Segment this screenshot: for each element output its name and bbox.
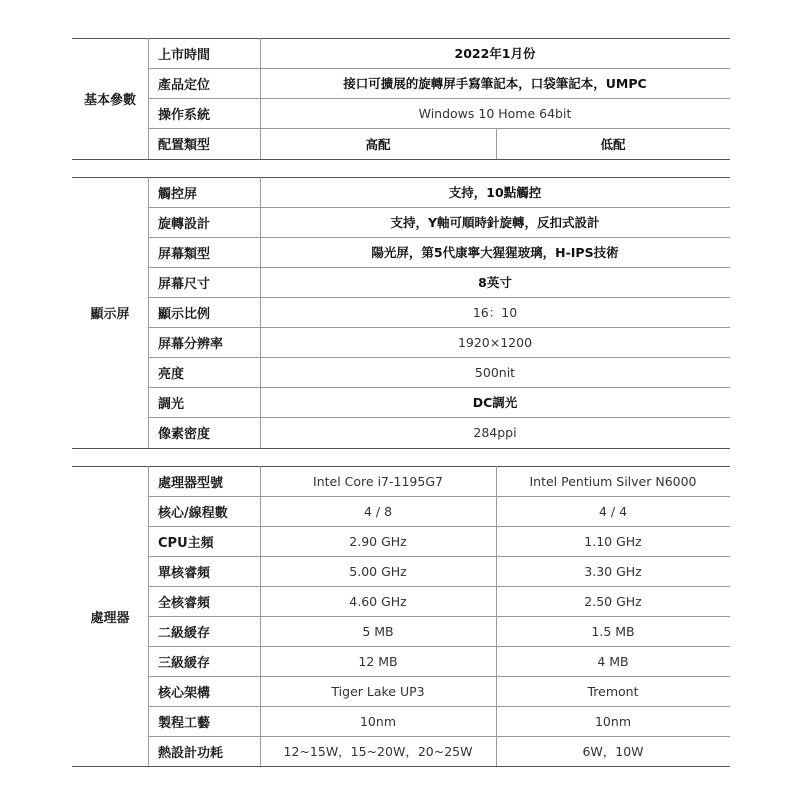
row-label: 屏幕分辨率 xyxy=(158,336,224,352)
row-label: 調光 xyxy=(158,396,185,412)
section-bottom-border xyxy=(72,766,730,767)
value-high: 4 / 8 xyxy=(363,503,393,519)
row-label: 三級緩存 xyxy=(158,655,211,671)
value-low: 1.5 MB xyxy=(591,623,635,639)
row-label: 屏幕尺寸 xyxy=(158,276,211,292)
category-label: 基本參數 xyxy=(83,93,136,108)
value-high: 4.60 GHz xyxy=(349,593,407,609)
row-label: 操作系統 xyxy=(158,107,211,123)
row-value: 284ppi xyxy=(473,425,517,440)
value-low: 3.30 GHz xyxy=(584,563,642,579)
row-label: 像素密度 xyxy=(158,427,211,442)
row-value: 500nit xyxy=(474,364,516,380)
row-label: 上市時間 xyxy=(158,47,211,63)
value-high: Intel Core i7-1195G7 xyxy=(313,473,443,489)
value-high: 2.90 GHz xyxy=(349,533,407,549)
value-low: 4 MB xyxy=(597,653,629,669)
column-divider xyxy=(148,38,149,159)
row-label: 處理器型號 xyxy=(158,475,224,491)
row-value: 8英寸 xyxy=(478,275,512,290)
row-label: 屏幕類型 xyxy=(158,246,211,262)
row-label: 產品定位 xyxy=(158,77,211,93)
value-high: Tiger Lake UP3 xyxy=(331,683,425,699)
row-label: 旋轉設計 xyxy=(158,216,211,232)
row-value: 陽光屏，第5代康寧大猩猩玻璃，H-IPS技術 xyxy=(371,245,619,260)
section-bottom-border xyxy=(72,159,730,160)
row-label: 熱設計功耗 xyxy=(158,745,224,761)
value-high: 5 MB xyxy=(362,623,394,639)
value-high: 12~15W，15~20W，20~25W xyxy=(283,744,473,759)
section-bottom-border xyxy=(72,448,730,449)
row-label: 觸控屏 xyxy=(158,186,198,202)
value-low: 10nm xyxy=(594,713,631,729)
row-label: 製程工藝 xyxy=(158,715,211,731)
row-label: CPU主頻 xyxy=(158,535,214,551)
row-value: 接口可擴展的旋轉屏手寫筆記本，口袋筆記本，UMPC xyxy=(343,76,647,91)
row-value: 16：10 xyxy=(472,305,518,320)
row-label: 顯示比例 xyxy=(158,306,211,322)
section-display xyxy=(72,177,730,449)
column-divider xyxy=(148,177,149,448)
row-label: 單核睿頻 xyxy=(158,565,211,581)
column-divider xyxy=(148,466,149,766)
category-label: 顯示屏 xyxy=(90,307,130,322)
row-value: 支持，Y軸可順時針旋轉，反扣式設計 xyxy=(390,215,600,230)
value-low: 1.10 GHz xyxy=(584,533,642,549)
value-high: 5.00 GHz xyxy=(349,563,407,579)
row-label: 配置類型 xyxy=(158,138,211,153)
row-label: 核心/線程數 xyxy=(158,505,228,521)
row-value: Windows 10 Home 64bit xyxy=(418,105,572,121)
value-low: Tremont xyxy=(587,683,639,699)
row-value: 支持，10點觸控 xyxy=(448,185,542,200)
value-high: 10nm xyxy=(359,713,396,729)
row-label: 核心架構 xyxy=(158,685,211,701)
value-low: 2.50 GHz xyxy=(584,593,642,609)
value-low: 4 / 4 xyxy=(598,503,628,519)
value-low: Intel Pentium Silver N6000 xyxy=(529,473,697,489)
row-value: DC調光 xyxy=(472,395,518,410)
row-value: 2022年1月份 xyxy=(454,46,536,61)
section-basic-params xyxy=(72,38,730,160)
category-label: 處理器 xyxy=(90,610,130,626)
value-high: 12 MB xyxy=(358,653,398,669)
row-label: 二級緩存 xyxy=(158,625,211,641)
config-low: 低配 xyxy=(600,136,626,152)
value-low: 6W，10W xyxy=(582,744,644,759)
row-label: 全核睿頻 xyxy=(158,595,211,611)
row-value: 1920×1200 xyxy=(457,334,533,350)
row-label: 亮度 xyxy=(158,366,185,382)
config-high: 高配 xyxy=(365,136,391,152)
section-processor xyxy=(72,466,730,767)
